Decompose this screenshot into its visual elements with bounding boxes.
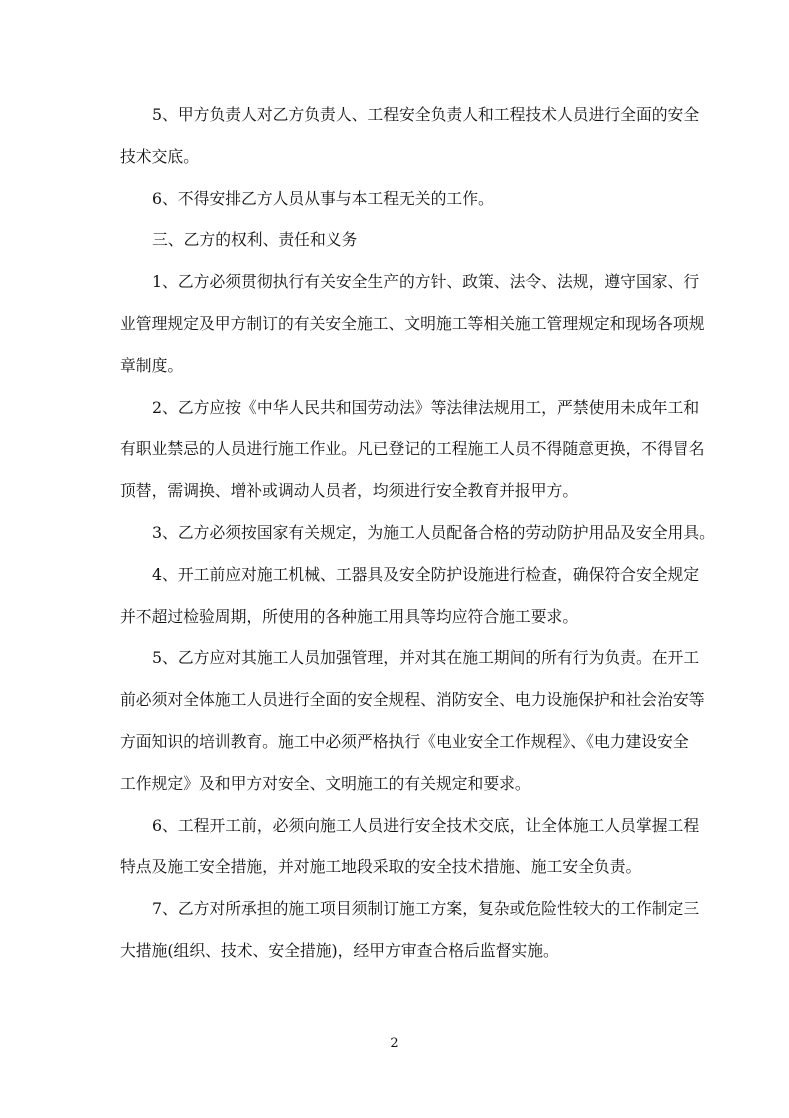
paragraph-line: 业管理规定及甲方制订的有关安全施工、文明施工等相关施工管理规定和现场各项规 (120, 313, 705, 333)
paragraph-line: 6、不得安排乙方人员从事与本工程无关的工作。 (152, 188, 494, 208)
paragraph-line: 大措施(组织、技术、安全措施)，经甲方审查合格后监督实施。 (120, 940, 559, 960)
paragraph-line: 3、乙方必须按国家有关规定，为施工人员配备合格的劳动防护用品及安全用具。 (152, 522, 715, 542)
paragraph-line: 顶替，需调换、增补或调动人员者，均须进行安全教育并报甲方。 (120, 481, 579, 501)
paragraph-line: 5、甲方负责人对乙方负责人、工程安全负责人和工程技术人员进行全面的安全 (152, 105, 700, 124)
paragraph (120, 178, 673, 220)
paragraph-line: 有职业禁忌的人员进行施工作业。凡已登记的工程施工人员不得随意更换，不得冒名 (120, 439, 705, 459)
paragraph-line: 2、乙方应按《中华人民共和国劳动法》等法律法规用工，严禁使用未成年工和 (152, 397, 700, 417)
paragraph (120, 219, 673, 261)
paragraph (120, 554, 700, 638)
paragraph (120, 637, 705, 804)
paragraph-line: 6、工程开工前，必须向施工人员进行安全技术交底，让全体施工人员掌握工程 (152, 815, 700, 835)
paragraph (120, 805, 700, 889)
paragraph-line: 前必须对全体施工人员进行全面的安全规程、消防安全、电力设施保护和社会治安等 (120, 690, 705, 710)
document-body (120, 94, 715, 972)
paragraph (120, 387, 705, 512)
paragraph-line: 并不超过检验周期，所使用的各种施工用具等均应符合施工要求。 (120, 606, 579, 626)
paragraph-line: 特点及施工安全措施，并对施工地段采取的安全技术措施、施工安全负责。 (120, 857, 642, 877)
paragraph (120, 94, 700, 178)
paragraph-line: 1、乙方必须贯彻执行有关安全生产的方针、政策、法令、法规，遵守国家、行 (152, 272, 700, 292)
page-number: 2 (390, 1036, 399, 1051)
paragraph-line: 技术交底。 (120, 146, 199, 166)
paragraph-line: 7、乙方对所承担的施工项目须制订施工方案，复杂或危险性较大的工作制定三 (152, 899, 700, 919)
paragraph-line: 4、开工前应对施工机械、工器具及安全防护设施进行检查，确保符合安全规定 (152, 564, 700, 584)
paragraph-line: 章制度。 (120, 355, 184, 375)
paragraph (120, 512, 715, 554)
paragraph-line: 方面知识的培训教育。施工中必须严格执行《电业安全工作规程》、《电力建设安全 (120, 731, 689, 751)
paragraph (120, 888, 700, 972)
paragraph-line: 5、乙方应对其施工人员加强管理，并对其在施工期间的所有行为负责。在开工 (152, 648, 700, 668)
paragraph-line: 工作规定》及和甲方对安全、文明施工的有关规定和要求。 (120, 773, 531, 793)
paragraph-line: 三、乙方的权利、责任和义务 (152, 230, 358, 250)
paragraph (120, 261, 705, 386)
